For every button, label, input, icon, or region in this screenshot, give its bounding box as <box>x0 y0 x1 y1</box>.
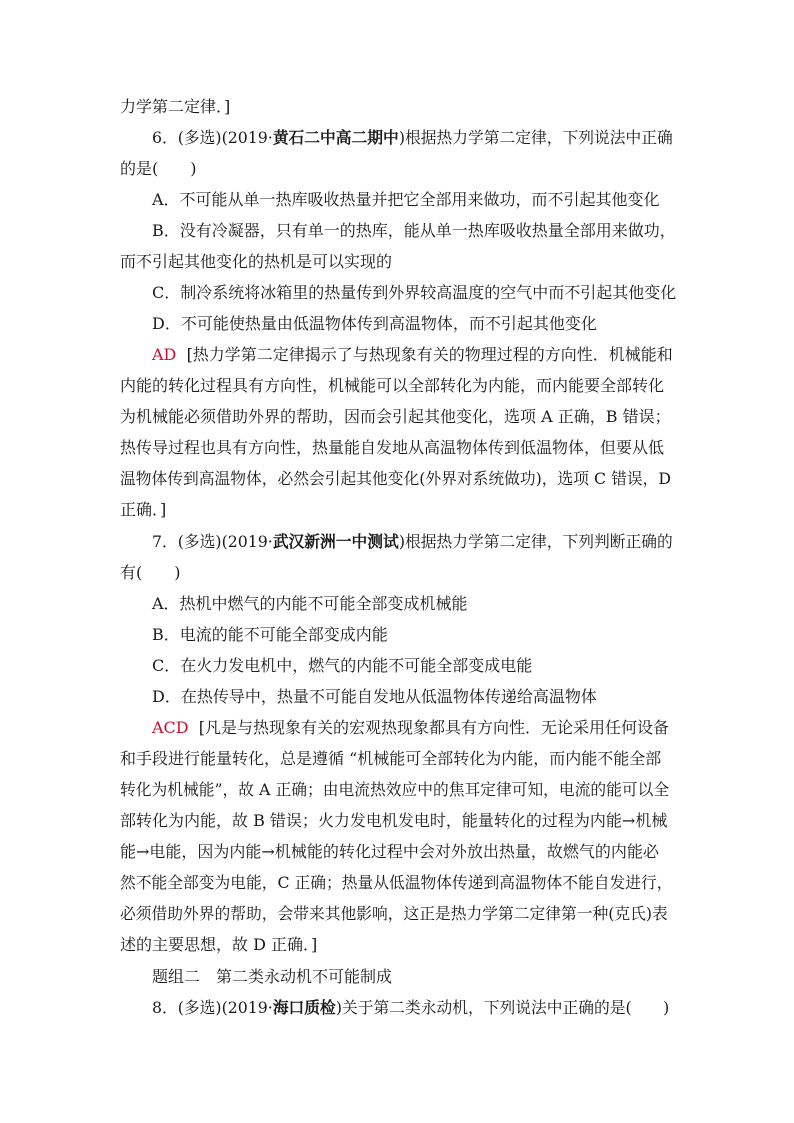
q6-stem-line1 <box>152 128 676 148</box>
q6-option-c: C．制冷系统将冰箱里的热量传到外界较高温度的空气中而不引起其他变化 <box>152 283 677 302</box>
q8-stem-text: 关于第二类永动机，下列说法中正确的是( ) <box>341 998 670 1017</box>
q6-year: (2019· <box>221 128 273 147</box>
q6-option-a: A．不可能从单一热库吸收热量并把它全部用来做功，而不引起其他变化 <box>152 190 660 209</box>
q6-source: 黄石二中高二期中 <box>272 128 399 147</box>
q7-option-a: A．热机中燃气的内能不可能全部变成机械能 <box>152 594 468 613</box>
q8-stem-line1 <box>152 998 676 1018</box>
q6-explain-text: [热力学第二定律揭示了与热现象有关的物理过程的方向性．机械能和 <box>186 345 673 364</box>
q6-number: 6． <box>152 128 178 147</box>
q6-option-d: D．不可能使热量由低温物体传到高温物体，而不引起其他变化 <box>152 314 597 333</box>
q6-explain-line1 <box>152 345 676 365</box>
q7-explain-line7: 必须借助外界的帮助，会带来其他影响，这正是热力学第二定律第一种(克氏)表 <box>120 904 668 923</box>
q7-number: 7． <box>152 532 178 551</box>
q7-explain-line2: 和手段进行能量转化，总是遵循 “机械能可全部转化为内能，而内能不能全部 <box>120 749 662 768</box>
q7-source-close: ) <box>398 532 405 551</box>
q7-stem-line1 <box>152 532 676 552</box>
q7-year: (2019· <box>221 532 273 551</box>
q7-answer: ACD <box>152 718 189 737</box>
q6-explain-line3: 为机械能必须借助外界的帮助，因而会引起其他变化，选项 A 正确，B 错误； <box>120 407 671 426</box>
q7-explain-line4: 部转化为内能，故 B 错误；火力发电机发电时，能量转化的过程为内能→机械 <box>120 811 668 830</box>
q8-source-close: ) <box>335 998 342 1017</box>
q7-tag: (多选) <box>177 532 222 551</box>
q6-explain-line6: 正确．] <box>120 500 167 519</box>
q7-option-d: D．在热传导中，热量不可能自发地从低温物体传递给高温物体 <box>152 687 597 706</box>
prev-answer-tail: 力学第二定律．] <box>120 97 231 116</box>
q6-explain-line5: 温物体传到高温物体，必然会引起其他变化(外界对系统做功)，选项 C 错误，D <box>120 469 671 488</box>
q6-explain-line2: 内能的转化过程具有方向性，机械能可以全部转化为内能，而内能要全部转化 <box>120 376 665 395</box>
q7-source: 武汉新洲一中测试 <box>272 532 399 551</box>
q7-option-c: C．在火力发电机中，燃气的内能不可能全部变成电能 <box>152 656 533 675</box>
group-heading: 题组二 第二类永动机不可能制成 <box>152 967 393 986</box>
q6-answer: AD <box>152 345 177 364</box>
q6-stem-line2: 的是( ) <box>120 159 197 178</box>
q6-explain-line4: 热传导过程也具有方向性，热量能自发地从高温物体传到低温物体，但要从低 <box>120 438 665 457</box>
q6-option-b-cont: 而不引起其他变化的热机是可以实现的 <box>120 252 393 271</box>
q8-number: 8． <box>152 998 178 1017</box>
q7-stem-text: 根据热力学第二定律，下列判断正确的 <box>404 532 673 551</box>
q7-option-b: B．电流的能不可能全部变成内能 <box>152 625 388 644</box>
q7-explain-line3: 转化为机械能”，故 A 正确；由电流热效应中的焦耳定律可知，电流的能可以全 <box>120 780 670 799</box>
q7-explain-text: [凡是与热现象有关的宏观热现象都具有方向性．无论采用任何设备 <box>198 718 670 737</box>
q7-explain-line8: 述的主要思想，故 D 正确．] <box>120 935 318 954</box>
q6-source-close: ) <box>398 128 405 147</box>
q8-year: (2019· <box>221 998 273 1017</box>
q6-option-b: B．没有冷凝器，只有单一的热库，能从单一热库吸收热量全部用来做功， <box>152 221 676 240</box>
q8-source: 海口质检 <box>272 998 336 1017</box>
q7-explain-line5: 能→电能，因为内能→机械能的转化过程中会对外放出热量，故燃气的内能必 <box>120 842 659 861</box>
q7-explain-line1 <box>152 718 676 738</box>
q6-tag: (多选) <box>177 128 222 147</box>
q7-explain-line6: 然不能全部变为电能，C 正确；热量从低温物体传递到高温物体不能自发进行， <box>120 873 673 892</box>
q8-tag: (多选) <box>177 998 222 1017</box>
q7-stem-line2: 有( ) <box>120 563 181 582</box>
q6-stem-text: 根据热力学第二定律，下列说法中正确 <box>404 128 673 147</box>
